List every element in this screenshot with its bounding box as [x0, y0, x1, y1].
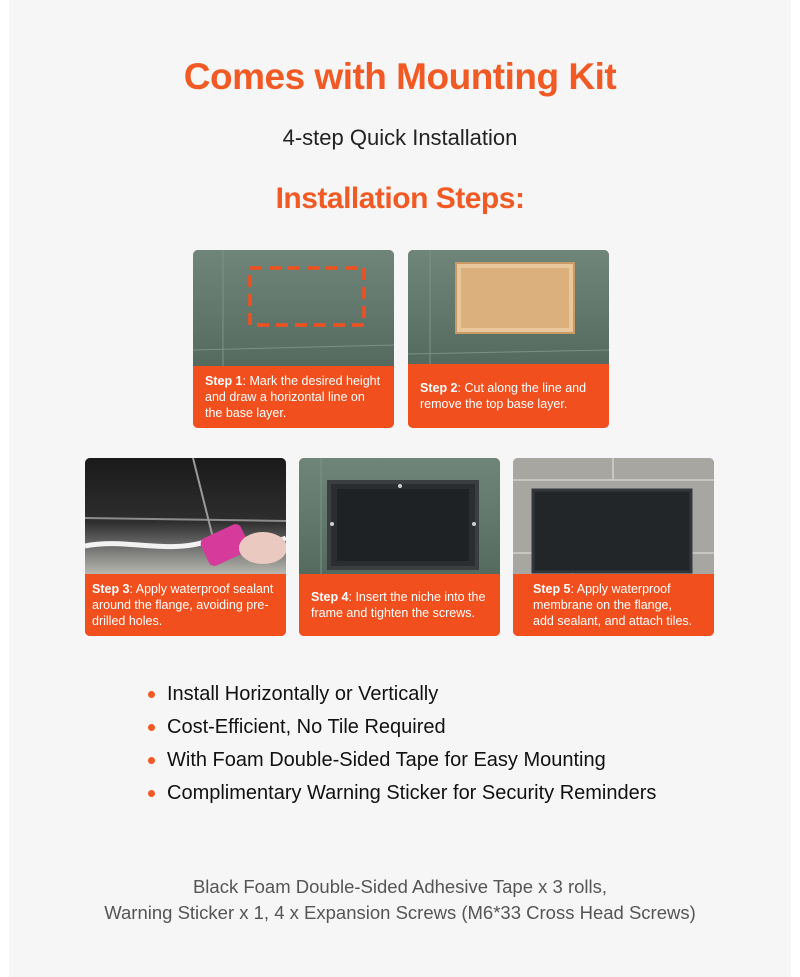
step-3-image [85, 458, 286, 574]
bullet-dot-icon [148, 790, 155, 797]
kit-contents [0, 874, 800, 926]
step-card-2 [408, 250, 609, 428]
step-card-3 [85, 458, 286, 636]
step-card-4 [299, 458, 500, 636]
step-4-image [299, 458, 500, 574]
inserted-niche-illustration [299, 458, 500, 574]
page-subtitle: 4-step Quick Installation [282, 125, 518, 150]
tiled-niche-illustration [513, 458, 714, 574]
step-card-1 [193, 250, 394, 428]
kit-contents-line-1: Black Foam Double-Sided Adhesive Tape x 3 rolls, [192, 876, 608, 897]
marked-wall-illustration [193, 250, 394, 366]
bullet-dot-icon [148, 724, 155, 731]
feature-item: Complimentary Warning Sticker for Security Reminders [148, 779, 656, 812]
kit-contents-line-2: Warning Sticker x 1, 4 x Expansion Screws (M6*33 Cross Head Screws) [104, 902, 696, 923]
sealant-application-illustration [85, 458, 286, 574]
step-card-5 [513, 458, 714, 636]
step-5-caption: Step 5: Apply waterproof membrane on the flange, add sealant, and attach tiles. [513, 574, 714, 636]
feature-item: Cost-Efficient, No Tile Required [148, 713, 656, 746]
bullet-dot-icon [148, 757, 155, 764]
section-title: Installation Steps: [275, 182, 525, 215]
feature-list [148, 680, 656, 812]
step-5-image [513, 458, 714, 574]
cut-opening-illustration [408, 250, 609, 364]
step-2-image [408, 250, 609, 364]
feature-item: Install Horizontally or Vertically [148, 680, 656, 713]
step-4-caption: Step 4: Insert the niche into the frame and tighten the screws. [299, 574, 500, 636]
step-1-caption: Step 1: Mark the desired height and draw a horizontal line on the base layer. [193, 366, 394, 428]
step-3-caption: Step 3: Apply waterproof sealant around the flange, avoiding pre-drilled holes. [85, 574, 286, 636]
page-title: Comes with Mounting Kit [183, 56, 617, 97]
step-2-caption: Step 2: Cut along the line and remove the top base layer. [408, 364, 609, 428]
bullet-dot-icon [148, 691, 155, 698]
feature-item: With Foam Double-Sided Tape for Easy Mounting [148, 746, 656, 779]
step-1-image [193, 250, 394, 366]
